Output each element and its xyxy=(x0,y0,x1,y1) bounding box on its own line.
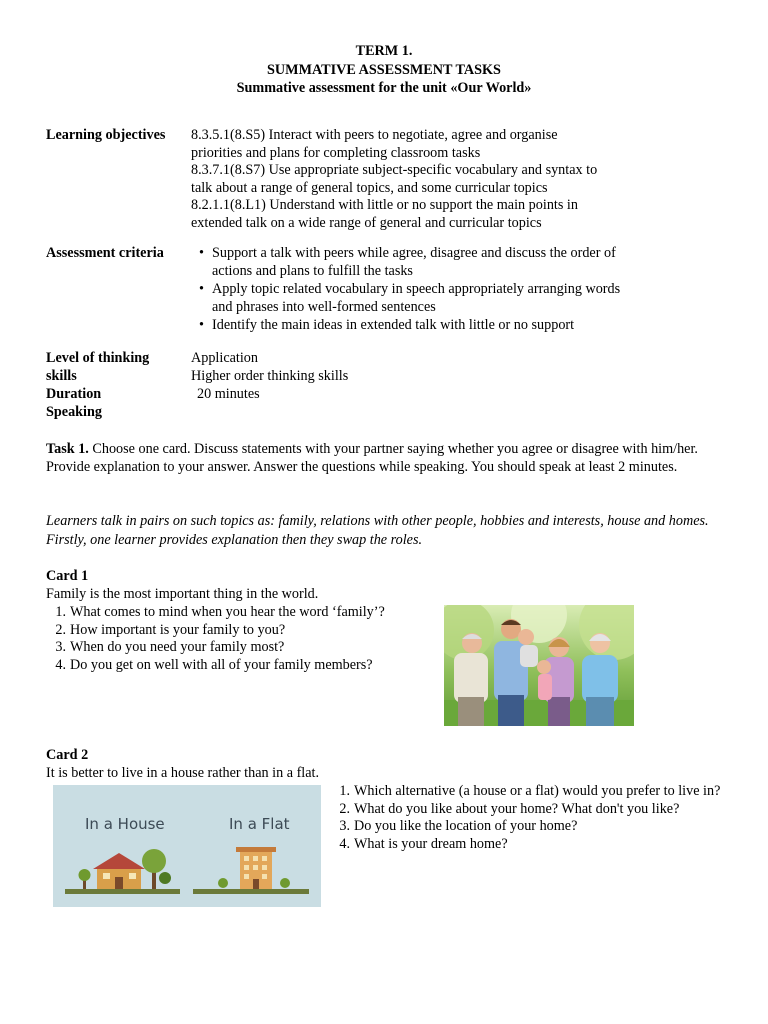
family-photo xyxy=(444,605,634,726)
card1-statement: Family is the most important thing in the world. xyxy=(46,586,319,602)
duration-value: 20 minutes xyxy=(197,386,260,402)
page-subtitle: Summative assessment for the unit «Our World» xyxy=(236,80,532,96)
task-paragraph xyxy=(46,441,710,476)
task-text: Choose one card. Discuss statements with your partner saying whether you agree or disagree with him/her. Provide explanation to your answer. Answer the questions while speaking. You should speak at least 2 minutes. xyxy=(46,441,698,475)
card1-questions xyxy=(46,604,426,674)
family-illustration xyxy=(444,605,634,726)
criteria-list xyxy=(191,245,639,335)
objective-line: 8.3.5.1(8.S5) Interact with peers to negotiate, agree and organise xyxy=(191,127,558,143)
house-flat-image xyxy=(53,785,321,907)
objective-line: talk about a range of general topics, and some curricular topics xyxy=(191,179,548,196)
house-label: In a House xyxy=(85,815,165,833)
thinking-label-2: skills xyxy=(46,368,77,384)
card2-title: Card 2 xyxy=(46,747,89,763)
house-flat-illustration xyxy=(53,785,321,907)
criteria-label: Assessment criteria xyxy=(46,245,164,261)
term-heading: TERM 1. xyxy=(355,43,413,59)
task-note: Learners talk in pairs on such topics as: family, relations with other people, hobbies and interests, house and homes. Firstly, one learner provides explanation then they swap the roles. xyxy=(46,513,709,548)
thinking-value-2: Higher order thinking skills xyxy=(191,368,349,384)
objective-line: 8.2.1.1(8.L1) Understand with little or no support the main points in xyxy=(191,197,578,214)
list-item: 4. Do you get on well with all of your family members? xyxy=(55,656,373,673)
objective-line: extended talk on a wide range of general and curricular topics xyxy=(191,214,542,231)
objective-line: priorities and plans for completing classroom tasks xyxy=(191,144,481,161)
card1-title: Card 1 xyxy=(46,568,89,584)
criteria-item: • Apply topic related vocabulary in speech appropriately arranging words and phrases into well-formed sentences xyxy=(191,281,639,316)
list-item: 1. What comes to mind when you hear the word ‘family’? xyxy=(55,604,385,620)
page-title: SUMMATIVE ASSESSMENT TASKS xyxy=(267,62,501,78)
section-heading: Speaking xyxy=(46,404,102,420)
objective-line: 8.3.7.1(8.S7) Use appropriate subject-specific vocabulary and syntax to xyxy=(191,162,598,179)
list-item: 1. Which alternative (a house or a flat) would you prefer to live in? xyxy=(339,783,721,799)
card2-statement: It is better to live in a house rather than in a flat. xyxy=(46,765,320,781)
list-item: 3. Do you like the location of your home? xyxy=(339,818,578,835)
duration-label: Duration xyxy=(46,386,102,402)
list-item: 4. What is your dream home? xyxy=(339,835,508,852)
task-label: Task 1. xyxy=(46,441,89,457)
objectives-text xyxy=(191,127,711,233)
list-item: 2. What do you like about your home? What don't you like? xyxy=(339,800,680,817)
objectives-label: Learning objectives xyxy=(46,127,166,143)
thinking-value: Application xyxy=(191,350,258,366)
list-item: 3. When do you need your family most? xyxy=(55,639,285,656)
criteria-item: • Support a talk with peers while agree, disagree and discuss the order of actions and plans to fulfill the tasks xyxy=(191,245,639,280)
thinking-label: Level of thinking xyxy=(46,350,150,366)
card2-questions xyxy=(330,783,730,853)
flat-label: In a Flat xyxy=(229,815,290,833)
criteria-item: • Identify the main ideas in extended talk with little or no support xyxy=(191,317,639,335)
list-item: 2. How important is your family to you? xyxy=(55,621,286,638)
